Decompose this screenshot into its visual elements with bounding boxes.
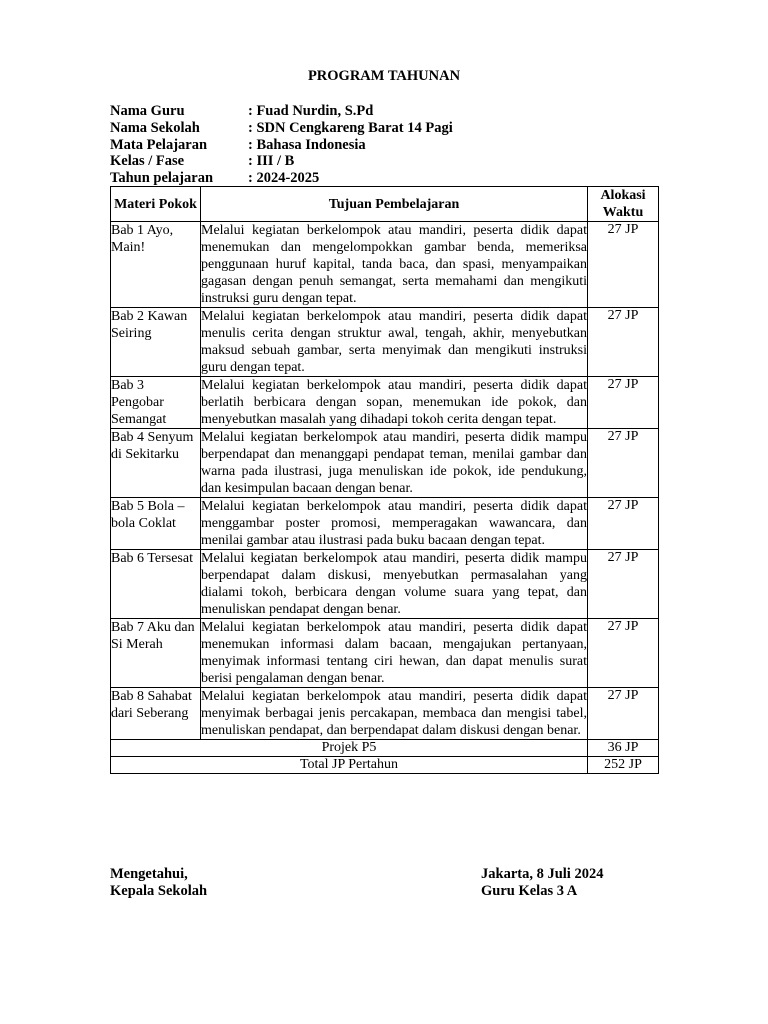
tujuan-cell: Melalui kegiatan berkelompok atau mandiri, peserta didik dapat menemukan dan mengelompokkan gambar benda, memeriksa penggunaan huruf kapital, tanda baca, dan spasi, menyampaikan gagasan dengan penuh semangat, serta memahami dan mengikuti instruksi guru dengan tepat. <box>201 223 587 306</box>
table-row <box>111 377 659 429</box>
tujuan-cell: Melalui kegiatan berkelompok atau mandiri, peserta didik dapat menulis cerita dengan struktur awal, tengah, akhir, menyebutkan maksud sebuah gambar, serta menyimak dan mengikuti instruksi guru dengan tepat. <box>201 309 587 375</box>
info-row-mata-pelajaran <box>110 137 453 154</box>
materi-cell: Bab 7 Aku dan Si Merah <box>111 619 201 688</box>
materi-cell: Bab 2 Kawan Seiring <box>111 308 201 377</box>
info-label: Mata Pelajaran <box>110 136 208 153</box>
waktu-cell: 27 JP <box>588 222 659 308</box>
header-alokasi-waktu: Alokasi Waktu <box>588 187 659 222</box>
info-row-nama-sekolah <box>110 120 453 137</box>
total-value: 252 JP <box>588 757 659 774</box>
materi-cell: Bab 8 Sahabat dari Seberang <box>111 688 201 740</box>
tujuan-cell: Melalui kegiatan berkelompok atau mandiri, peserta didik dapat berlatih berbicara dengan sopan, menemukan ide pokok, dan menyebutkan masalah yang dihadapi tokoh cerita dengan tepat. <box>201 378 587 427</box>
table-row <box>111 550 659 619</box>
info-label: Nama Sekolah <box>110 119 200 136</box>
waktu-cell: 27 JP <box>588 619 659 688</box>
tujuan-cell: Melalui kegiatan berkelompok atau mandiri, peserta didik dapat menyimak berbagai jenis percakapan, membaca dan mengisi tabel, menuliskan pendapat, dan berpendapat dalam diskusi dengan benar. <box>201 689 587 738</box>
table-row <box>111 688 659 740</box>
header-materi-pokok: Materi Pokok <box>111 187 201 222</box>
info-value: : III / B <box>248 153 295 170</box>
table-header-row <box>111 187 659 222</box>
info-label: Kelas / Fase <box>110 153 185 170</box>
signature-right-line2: Guru Kelas 3 A <box>481 883 578 899</box>
info-value: : 2024-2025 <box>248 170 320 187</box>
waktu-cell: 27 JP <box>588 550 659 619</box>
tujuan-cell: Melalui kegiatan berkelompok atau mandiri, peserta didik dapat menggambar poster promosi, memperagakan wawancara, dan menilai gambar atau ilustrasi pada buku bacaan dengan tepat. <box>201 499 587 548</box>
table-row <box>111 222 659 308</box>
info-label: Tahun pelajaran <box>110 170 214 187</box>
tujuan-cell: Melalui kegiatan berkelompok atau mandiri, peserta didik dapat menemukan informasi dalam bacaan, mengajukan pertanyaan, menyimak informasi tentang ciri hewan, dan dapat menulis surat berisi pengalaman dengan benar. <box>201 620 587 686</box>
program-table <box>110 186 659 774</box>
table-row <box>111 619 659 688</box>
document-title: PROGRAM TAHUNAN <box>307 68 461 84</box>
identity-block <box>110 103 453 187</box>
total-label: Total JP Pertahun <box>111 757 588 774</box>
info-value: : Bahasa Indonesia <box>248 136 366 153</box>
signature-left-line2: Kepala Sekolah <box>110 883 208 899</box>
table-row <box>111 429 659 498</box>
total-row <box>111 757 659 774</box>
materi-cell: Bab 5 Bola – bola Coklat <box>111 498 201 550</box>
tujuan-cell: Melalui kegiatan berkelompok atau mandiri, peserta didik mampu berpendapat dan menanggapi pendapat teman, menilai gambar dan warna pada ilustrasi, juga menuliskan ide pokok, ide pendukung, dan kesimpulan bacaan dengan benar. <box>201 430 587 496</box>
table-row <box>111 308 659 377</box>
materi-cell: Bab 1 Ayo, Main! <box>111 222 201 308</box>
info-row-tahun-pelajaran <box>110 170 453 187</box>
signature-right <box>481 866 603 900</box>
waktu-cell: 27 JP <box>588 498 659 550</box>
projek-label: Projek P5 <box>111 740 588 757</box>
signature-right-line1: Jakarta, 8 Juli 2024 <box>481 866 604 882</box>
signature-left-line1: Mengetahui, <box>110 866 188 882</box>
materi-cell: Bab 4 Senyum di Sekitarku <box>111 429 201 498</box>
info-row-nama-guru <box>110 103 453 120</box>
materi-cell: Bab 3 Pengobar Semangat <box>111 377 201 429</box>
waktu-cell: 27 JP <box>588 429 659 498</box>
table-row <box>111 498 659 550</box>
waktu-cell: 27 JP <box>588 688 659 740</box>
materi-cell: Bab 6 Tersesat <box>111 550 201 619</box>
info-row-kelas-fase <box>110 153 453 170</box>
info-label: Nama Guru <box>110 103 185 119</box>
info-value: : SDN Cengkareng Barat 14 Pagi <box>248 119 453 136</box>
info-value: : Fuad Nurdin, S.Pd <box>248 103 374 119</box>
signature-left <box>110 866 207 900</box>
waktu-cell: 27 JP <box>588 377 659 429</box>
tujuan-cell: Melalui kegiatan berkelompok atau mandiri, peserta didik mampu berpendapat dalam diskusi, menyebutkan permasalahan yang dialami tokoh, berbicara dengan volume suara yang tepat, dan menuliskan pendapat dengan benar. <box>201 551 587 617</box>
projek-row <box>111 740 659 757</box>
header-tujuan-pembelajaran: Tujuan Pembelajaran <box>201 187 588 222</box>
waktu-cell: 27 JP <box>588 308 659 377</box>
projek-value: 36 JP <box>588 740 659 757</box>
